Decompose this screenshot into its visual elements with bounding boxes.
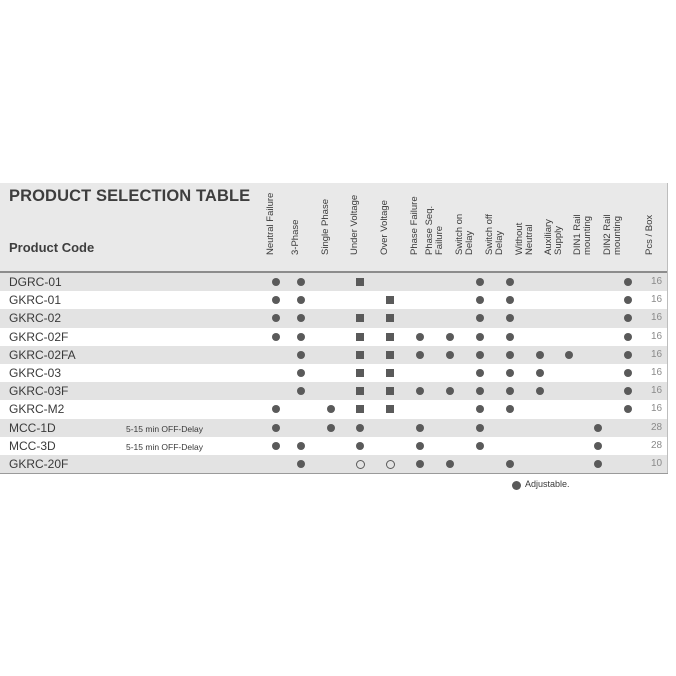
legend-dot-icon	[512, 481, 521, 490]
dot-icon	[446, 460, 454, 468]
dot-icon	[624, 333, 632, 341]
pcs-per-box: 16	[651, 403, 663, 415]
dot-icon	[624, 351, 632, 359]
dot-icon	[476, 405, 484, 413]
dot-icon	[536, 387, 544, 395]
square-icon	[356, 351, 364, 359]
dot-icon	[506, 278, 514, 286]
pcs-per-box: 28	[651, 421, 663, 433]
pcs-per-box: 16	[651, 294, 663, 306]
dot-icon	[416, 460, 424, 468]
table-row	[0, 291, 668, 309]
table-header	[0, 183, 668, 271]
product-code: GKRC-02F	[9, 329, 69, 344]
square-icon	[356, 387, 364, 395]
dot-icon	[476, 314, 484, 322]
dot-icon	[476, 278, 484, 286]
dot-icon	[476, 442, 484, 450]
dot-icon	[476, 424, 484, 432]
column-header-label: Phase Failure	[409, 196, 420, 255]
column-header-label: Phase Seq. Failure	[424, 205, 445, 255]
dot-icon	[327, 405, 335, 413]
table-bottom-border	[0, 473, 668, 474]
dot-icon	[506, 369, 514, 377]
product-code: DGRC-01	[9, 275, 62, 289]
dot-icon	[416, 351, 424, 359]
dot-icon	[476, 351, 484, 359]
dot-icon	[297, 278, 305, 286]
column-header-label: Auxiliary Supply	[543, 219, 564, 255]
dot-icon	[416, 387, 424, 395]
product-note: 5-15 min OFF-Delay	[126, 441, 203, 452]
pcs-per-box: 16	[651, 312, 663, 324]
dot-icon	[416, 424, 424, 432]
dot-icon	[506, 387, 514, 395]
column-header-label: 3-Phase	[290, 219, 301, 255]
pcs-per-box: 16	[651, 385, 663, 397]
square-icon	[386, 333, 394, 341]
dot-icon	[297, 296, 305, 304]
column-header-label: Single Phase	[320, 199, 331, 255]
table-row	[0, 382, 668, 400]
column-header-label: Switch on Delay	[454, 213, 475, 255]
pcs-per-box: 16	[651, 330, 663, 342]
dot-icon	[297, 442, 305, 450]
dot-icon	[506, 296, 514, 304]
dot-icon	[624, 405, 632, 413]
dot-icon	[272, 333, 280, 341]
dot-icon	[476, 333, 484, 341]
product-selection-table	[0, 183, 668, 473]
ring-icon	[386, 460, 395, 469]
dot-icon	[446, 333, 454, 341]
dot-icon	[506, 333, 514, 341]
dot-icon	[476, 369, 484, 377]
column-header-label: DIN1 Rail mounting	[572, 214, 593, 255]
dot-icon	[272, 424, 280, 432]
dot-icon	[297, 460, 305, 468]
square-icon	[386, 351, 394, 359]
square-icon	[356, 333, 364, 341]
pcs-per-box: 16	[651, 348, 663, 360]
pcs-per-box: 28	[651, 439, 663, 451]
square-icon	[386, 405, 394, 413]
dot-icon	[506, 460, 514, 468]
dot-icon	[297, 369, 305, 377]
dot-icon	[356, 424, 364, 432]
dot-icon	[272, 442, 280, 450]
dot-icon	[272, 296, 280, 304]
column-header-label: Pcs / Box	[644, 214, 655, 255]
square-icon	[356, 278, 364, 286]
dot-icon	[594, 424, 602, 432]
dot-icon	[594, 460, 602, 468]
dot-icon	[297, 387, 305, 395]
table-row	[0, 437, 668, 455]
square-icon	[386, 387, 394, 395]
table-row	[0, 364, 668, 382]
column-header-label: Over Voltage	[379, 200, 390, 255]
dot-icon	[536, 369, 544, 377]
product-code: MCC-1D	[9, 420, 56, 435]
dot-icon	[272, 314, 280, 322]
dot-icon	[536, 351, 544, 359]
dot-icon	[297, 314, 305, 322]
product-code: GKRC-01	[9, 293, 62, 308]
dot-icon	[594, 442, 602, 450]
dot-icon	[624, 296, 632, 304]
dot-icon	[506, 351, 514, 359]
dot-icon	[624, 278, 632, 286]
product-code: GKRC-02	[9, 311, 62, 326]
table-row	[0, 400, 668, 418]
product-code: GKRC-03	[9, 366, 62, 380]
product-note: 5-15 min OFF-Delay	[126, 423, 203, 434]
square-icon	[356, 314, 364, 322]
dot-icon	[624, 387, 632, 395]
dot-icon	[476, 296, 484, 304]
column-header-label: Without Neutral	[514, 222, 535, 255]
pcs-per-box: 16	[651, 367, 663, 378]
dot-icon	[506, 405, 514, 413]
square-icon	[386, 369, 394, 377]
product-code: MCC-3D	[9, 438, 56, 453]
column-header-label: Switch off Delay	[484, 213, 505, 255]
square-icon	[356, 405, 364, 413]
dot-icon	[506, 314, 514, 322]
pcs-per-box: 10	[651, 458, 663, 469]
dot-icon	[297, 333, 305, 341]
table-row	[0, 273, 668, 291]
dot-icon	[416, 333, 424, 341]
table-right-border	[667, 183, 668, 473]
dot-icon	[297, 351, 305, 359]
column-header-label: Under Voltage	[349, 194, 360, 255]
dot-icon	[356, 442, 364, 450]
dot-icon	[272, 278, 280, 286]
pcs-per-box: 16	[651, 276, 663, 287]
legend-text: Adjustable.	[525, 479, 570, 489]
table-row	[0, 455, 668, 473]
dot-icon	[327, 424, 335, 432]
product-code: GKRC-20F	[9, 457, 69, 471]
square-icon	[356, 369, 364, 377]
column-header-label: DIN2 Rail mounting	[602, 214, 623, 255]
dot-icon	[624, 314, 632, 322]
square-icon	[386, 314, 394, 322]
product-code: GKRC-02FA	[9, 347, 76, 362]
table-row	[0, 419, 668, 437]
dot-icon	[565, 351, 573, 359]
dot-icon	[624, 369, 632, 377]
dot-icon	[416, 442, 424, 450]
table-title: PRODUCT SELECTION TABLE	[9, 187, 251, 205]
dot-icon	[446, 387, 454, 395]
dot-icon	[476, 387, 484, 395]
ring-icon	[356, 460, 365, 469]
product-code-header: Product Code	[9, 240, 95, 255]
product-code: GKRC-03F	[9, 384, 69, 399]
product-code: GKRC-M2	[9, 402, 65, 417]
column-header-label: Neutral Failure	[265, 192, 276, 255]
table-row	[0, 309, 668, 327]
square-icon	[386, 296, 394, 304]
table-row	[0, 346, 668, 364]
dot-icon	[446, 351, 454, 359]
table-row	[0, 328, 668, 346]
dot-icon	[272, 405, 280, 413]
